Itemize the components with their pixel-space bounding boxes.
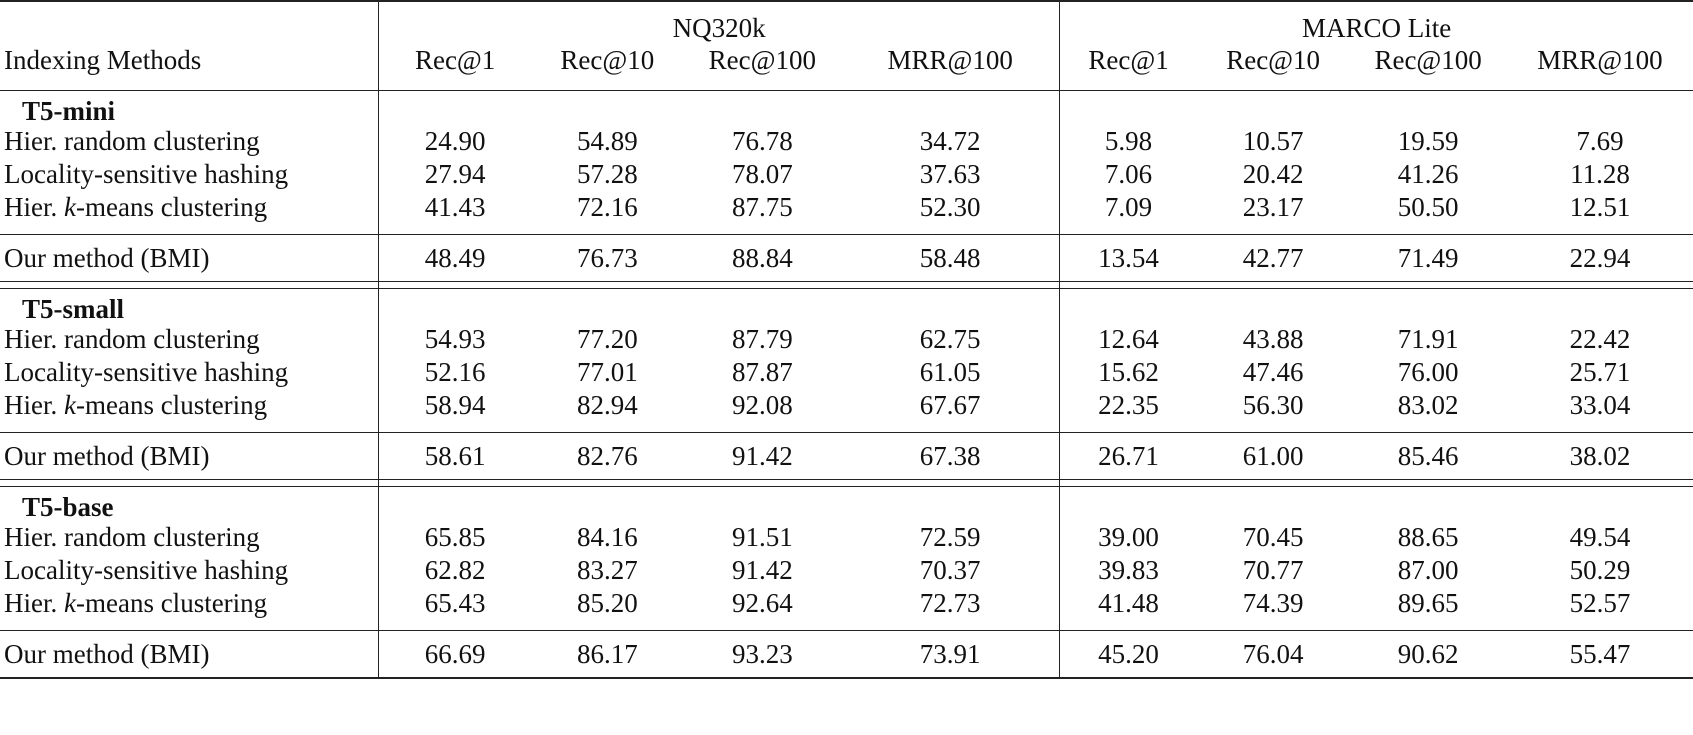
table-row <box>0 554 1693 587</box>
value-cell: 41.43 <box>379 191 531 224</box>
value-cell: 67.38 <box>841 433 1060 480</box>
method-name: Our method (BMI) <box>0 631 379 679</box>
table-row <box>0 521 1693 554</box>
value-cell: 41.48 <box>1060 587 1197 620</box>
value-cell: 58.48 <box>841 235 1060 282</box>
metric-header: Rec@10 <box>560 44 655 75</box>
method-column-header: Indexing Methods <box>4 44 202 75</box>
results-body <box>0 91 1693 682</box>
value-cell: 61.00 <box>1197 433 1349 480</box>
method-name-suffix: -means clustering <box>75 192 268 222</box>
method-name: Our method (BMI) <box>0 235 379 282</box>
top-rule <box>0 1 1693 12</box>
table-row <box>0 191 1693 224</box>
value-cell: 83.02 <box>1397 390 1459 420</box>
value-cell: 11.28 <box>1570 159 1630 189</box>
method-name <box>0 191 379 224</box>
value-cell: 13.54 <box>1060 235 1197 282</box>
value-cell: 55.47 <box>1507 631 1693 679</box>
method-name-prefix: Hier. <box>4 588 64 618</box>
ours-row <box>0 631 1693 679</box>
value-cell: 22.42 <box>1569 324 1631 354</box>
spacer-row <box>0 620 1693 631</box>
value-cell: 7.06 <box>1060 158 1197 191</box>
value-cell: 74.39 <box>1242 588 1304 618</box>
value-cell: 33.04 <box>1569 390 1631 420</box>
value-cell: 87.79 <box>731 324 793 354</box>
value-cell: 71.49 <box>1349 235 1507 282</box>
value-cell: 41.26 <box>1397 159 1459 189</box>
value-cell: 66.69 <box>379 631 531 679</box>
spacer-row <box>0 224 1693 235</box>
value-cell: 87.87 <box>731 357 793 387</box>
value-cell: 77.20 <box>576 324 638 354</box>
value-cell: 12.51 <box>1569 192 1631 222</box>
table-row <box>0 158 1693 191</box>
value-cell: 49.54 <box>1569 522 1631 552</box>
value-cell: 5.98 <box>1060 125 1197 158</box>
section-title: T5-mini <box>22 96 116 126</box>
value-cell: 26.71 <box>1060 433 1197 480</box>
value-cell: 42.77 <box>1197 235 1349 282</box>
value-cell: 25.71 <box>1569 357 1631 387</box>
section-title: T5-small <box>22 294 125 324</box>
table-row <box>0 356 1693 389</box>
value-cell: 50.29 <box>1569 555 1631 585</box>
metric-header: Rec@10 <box>1226 44 1321 75</box>
value-cell: 72.73 <box>919 588 981 618</box>
method-name: Locality-sensitive hashing <box>4 555 289 585</box>
method-name-prefix: Hier. <box>4 192 64 222</box>
group-header-nq320k: NQ320k <box>379 12 1060 42</box>
value-cell: 85.20 <box>576 588 638 618</box>
value-cell: 58.94 <box>379 389 531 422</box>
value-cell: 20.42 <box>1242 159 1304 189</box>
value-cell: 62.75 <box>919 324 981 354</box>
value-cell: 22.35 <box>1060 389 1197 422</box>
value-cell: 82.76 <box>531 433 683 480</box>
value-cell: 73.91 <box>841 631 1060 679</box>
value-cell: 88.84 <box>684 235 842 282</box>
value-cell: 70.45 <box>1242 522 1304 552</box>
value-cell: 92.08 <box>731 390 793 420</box>
value-cell: 39.83 <box>1060 554 1197 587</box>
value-cell: 45.20 <box>1060 631 1197 679</box>
value-cell: 37.63 <box>919 159 981 189</box>
method-name-k: k <box>64 390 76 420</box>
method-name-suffix: -means clustering <box>75 390 268 420</box>
ours-row <box>0 433 1693 480</box>
value-cell: 62.82 <box>379 554 531 587</box>
method-name-suffix: -means clustering <box>75 588 268 618</box>
metric-header: MRR@100 <box>887 44 1013 75</box>
value-cell: 93.23 <box>684 631 842 679</box>
value-cell: 76.00 <box>1397 357 1459 387</box>
method-name <box>0 587 379 620</box>
value-cell: 65.43 <box>379 587 531 620</box>
value-cell: 84.16 <box>576 522 638 552</box>
bottom-rule <box>0 678 1693 681</box>
value-cell: 90.62 <box>1349 631 1507 679</box>
method-name: Our method (BMI) <box>0 433 379 480</box>
method-name-prefix: Hier. <box>4 390 64 420</box>
method-name-k: k <box>64 192 76 222</box>
value-cell: 86.17 <box>531 631 683 679</box>
method-name: Hier. random clustering <box>4 522 260 552</box>
header-group-row <box>0 12 1693 42</box>
value-cell: 70.77 <box>1242 555 1304 585</box>
group-header-marco-lite: MARCO Lite <box>1060 12 1693 42</box>
value-cell: 34.72 <box>919 126 981 156</box>
value-cell: 58.61 <box>379 433 531 480</box>
value-cell: 23.17 <box>1242 192 1304 222</box>
spacer-row <box>0 422 1693 433</box>
table-row <box>0 587 1693 620</box>
value-cell: 72.16 <box>576 192 638 222</box>
value-cell: 48.49 <box>379 235 531 282</box>
value-cell: 43.88 <box>1242 324 1304 354</box>
value-cell: 15.62 <box>1060 356 1197 389</box>
value-cell: 82.94 <box>576 390 638 420</box>
metric-header: MRR@100 <box>1537 44 1663 75</box>
value-cell: 39.00 <box>1060 521 1197 554</box>
section-header-row <box>0 289 1693 324</box>
section-title: T5-base <box>22 492 114 522</box>
value-cell: 52.30 <box>919 192 981 222</box>
method-name: Hier. random clustering <box>4 126 260 156</box>
value-cell: 70.37 <box>919 555 981 585</box>
value-cell: 76.04 <box>1197 631 1349 679</box>
value-cell: 38.02 <box>1507 433 1693 480</box>
value-cell: 54.93 <box>379 323 531 356</box>
value-cell: 7.69 <box>1576 126 1624 156</box>
value-cell: 78.07 <box>731 159 793 189</box>
value-cell: 52.16 <box>379 356 531 389</box>
table-row <box>0 323 1693 356</box>
value-cell: 65.85 <box>379 521 531 554</box>
value-cell: 87.75 <box>731 192 793 222</box>
metric-header: Rec@1 <box>1060 42 1197 78</box>
value-cell: 57.28 <box>576 159 638 189</box>
value-cell: 52.57 <box>1569 588 1631 618</box>
method-name <box>0 389 379 422</box>
value-cell: 88.65 <box>1397 522 1459 552</box>
value-cell: 50.50 <box>1397 192 1459 222</box>
value-cell: 89.65 <box>1397 588 1459 618</box>
value-cell: 47.46 <box>1242 357 1304 387</box>
value-cell: 24.90 <box>379 125 531 158</box>
value-cell: 91.42 <box>731 555 793 585</box>
value-cell: 91.42 <box>684 433 842 480</box>
value-cell: 10.57 <box>1242 126 1304 156</box>
section-double-rule <box>0 480 1693 487</box>
value-cell: 19.59 <box>1397 126 1459 156</box>
value-cell: 83.27 <box>576 555 638 585</box>
section-double-rule <box>0 282 1693 289</box>
ours-row <box>0 235 1693 282</box>
method-name-k: k <box>64 588 76 618</box>
value-cell: 76.73 <box>531 235 683 282</box>
value-cell: 7.09 <box>1060 191 1197 224</box>
value-cell: 22.94 <box>1507 235 1693 282</box>
method-name: Locality-sensitive hashing <box>4 357 289 387</box>
section-header-row <box>0 487 1693 522</box>
value-cell: 72.59 <box>919 522 981 552</box>
method-name: Hier. random clustering <box>4 324 260 354</box>
header-metric-row <box>0 42 1693 78</box>
metric-header: Rec@1 <box>379 42 531 78</box>
value-cell: 91.51 <box>731 522 793 552</box>
value-cell: 27.94 <box>379 158 531 191</box>
value-cell: 92.64 <box>731 588 793 618</box>
value-cell: 54.89 <box>576 126 638 156</box>
value-cell: 61.05 <box>919 357 981 387</box>
value-cell: 67.67 <box>919 390 981 420</box>
value-cell: 85.46 <box>1349 433 1507 480</box>
section-header-row <box>0 91 1693 126</box>
value-cell: 77.01 <box>576 357 638 387</box>
value-cell: 71.91 <box>1397 324 1459 354</box>
table-row <box>0 389 1693 422</box>
value-cell: 12.64 <box>1060 323 1197 356</box>
metric-header: Rec@100 <box>708 44 817 75</box>
value-cell: 87.00 <box>1397 555 1459 585</box>
header-rule <box>0 78 1693 91</box>
table-row <box>0 125 1693 158</box>
value-cell: 56.30 <box>1242 390 1304 420</box>
value-cell: 76.78 <box>731 126 793 156</box>
metric-header: Rec@100 <box>1374 44 1482 75</box>
method-name: Locality-sensitive hashing <box>4 159 289 189</box>
